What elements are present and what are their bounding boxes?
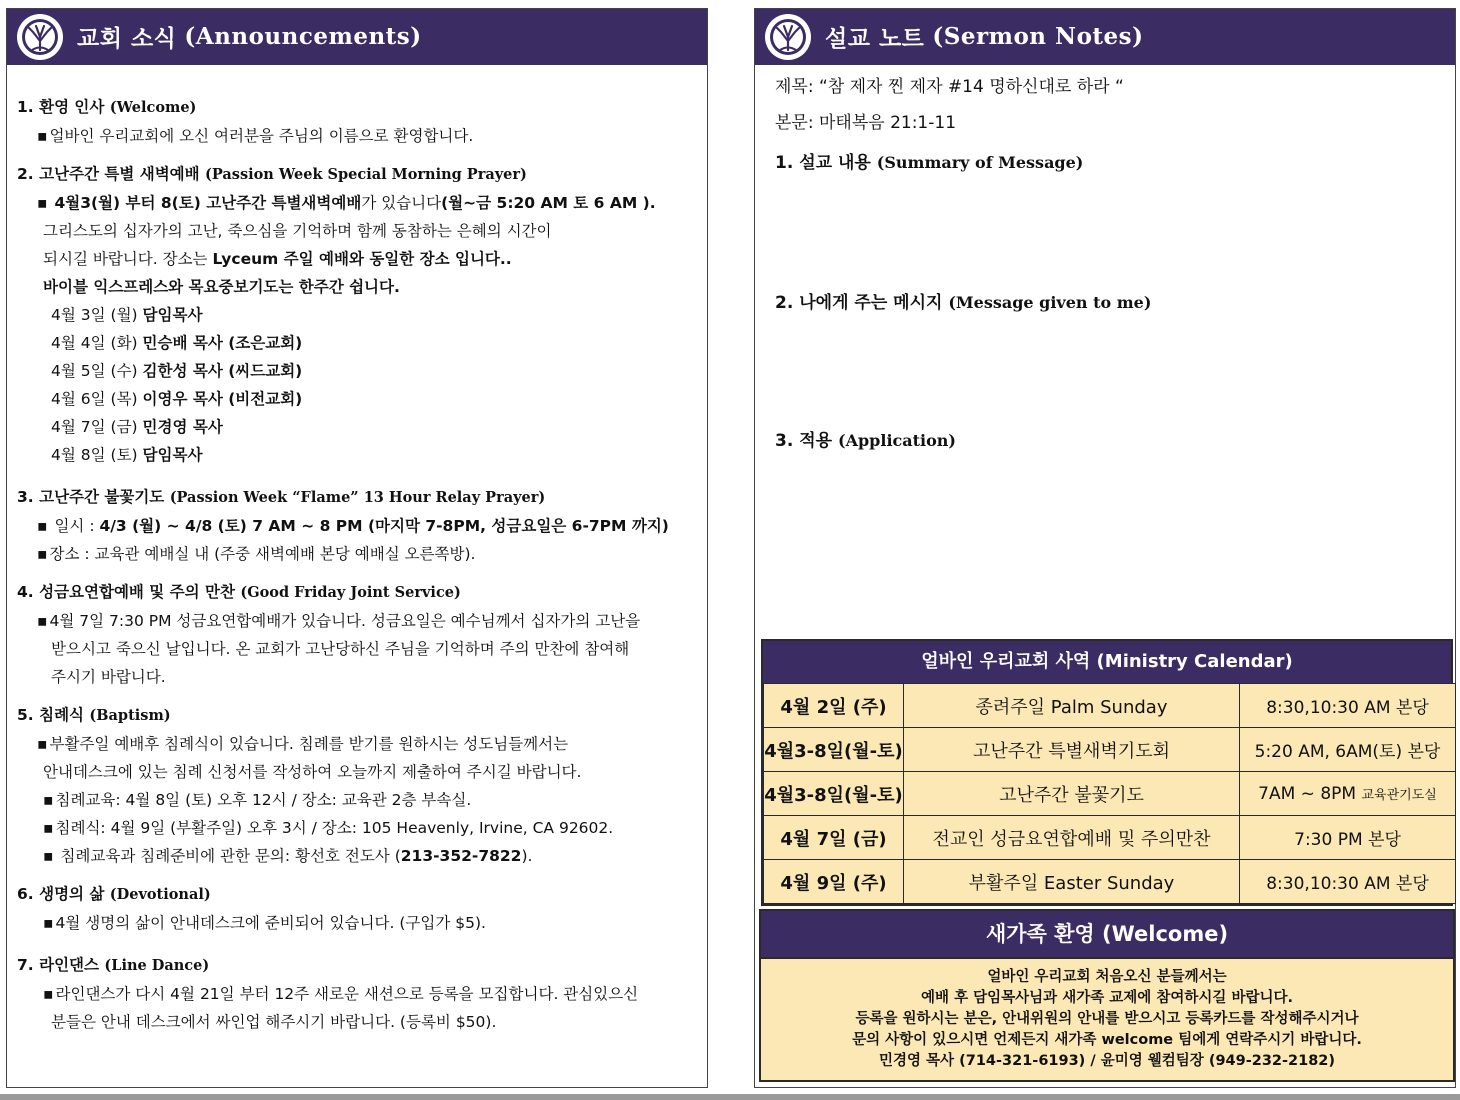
announcements-title-en: (Announcements) (184, 23, 422, 50)
good-friday-line-1: ▪ 4월 7일 7:30 PM 성금요연합예배가 있습니다. 성금요일은 예수님께서 십자가의 고난을 (17, 607, 697, 635)
church-tree-logo-icon (17, 14, 63, 60)
welcome-contact-line: 민경영 목사 (714-321-6193) / 윤미영 웰컴팀장 (949-232-2182) (878, 1053, 1336, 1069)
calendar-date: 4월3-8일(월-토) (764, 728, 904, 772)
good-friday-line-3: 주시기 바랍니다. (51, 668, 166, 686)
table-row (764, 728, 1456, 772)
calendar-date: 4월 9일 (주) (764, 860, 904, 904)
passion-morning-line-3: 되시길 바랍니다. 장소는 Lyceum 주일 예배와 동일한 장소 입니다.. (43, 250, 512, 268)
table-row (764, 816, 1456, 860)
baptism-contact: ▪ 침례교육과 침례준비에 관한 문의: 황선호 전도사 (213-352-7822). (17, 842, 697, 870)
calendar-date: 4월 2일 (주) (764, 684, 904, 728)
table-row (764, 860, 1456, 904)
bottom-edge (0, 1094, 1460, 1100)
calendar-event: 고난주간 특별새벽기도회 (904, 728, 1240, 772)
section-devotional-title: 6. 생명의 삶 (Devotional) (17, 885, 211, 903)
section-baptism-title: 5. 침례식 (Baptism) (17, 706, 171, 724)
schedule-row: 4월 6일 (목) 이영우 목사 (비전교회) (51, 390, 303, 408)
calendar-date: 4월 7일 (금) (764, 816, 904, 860)
calendar-time: 7AM ~ 8PM 교육관기도실 (1240, 772, 1456, 816)
devotional-line: ▪ 4월 생명의 삶이 안내데스크에 준비되어 있습니다. (구입가 $5). (17, 909, 697, 937)
baptism-line-2: 안내데스크에 있는 침례 신청서를 작성하여 오늘까지 제출하여 주시길 바랍니다. (43, 763, 582, 781)
flame-prayer-time: ▪ 일시 : 4/3 (월) ~ 4/8 (토) 7 AM ~ 8 PM (마지막 7-8PM, 성금요일은 6-7PM 까지) (17, 512, 697, 540)
church-tree-logo-icon (765, 14, 811, 60)
section-welcome-line: ▪ 얼바인 우리교회에 오신 여러분을 주님의 이름으로 환영합니다. (17, 122, 697, 150)
passion-morning-line-4: 바이블 익스프레스와 목요중보기도는 한주간 쉽니다. (43, 278, 400, 296)
calendar-event: 전교인 성금요연합예배 및 주의만찬 (904, 816, 1240, 860)
passion-morning-line-1: ▪ 4월3(월) 부터 8(토) 고난주간 특별새벽예배가 있습니다(월~금 5:20 AM 토 6 AM ). (17, 189, 697, 217)
sermon-title-en: (Sermon Notes) (932, 23, 1144, 50)
welcome-body (761, 957, 1453, 1080)
calendar-time: 7:30 PM 본당 (1240, 816, 1456, 860)
sermon-title-ko: 설교 노트 (825, 26, 925, 52)
schedule-row: 4월 8일 (토) 담임목사 (51, 446, 203, 464)
ministry-calendar-table (763, 683, 1456, 904)
ministry-calendar (761, 639, 1453, 906)
passion-morning-schedule (17, 301, 697, 469)
section-line-dance-title: 7. 라인댄스 (Line Dance) (17, 956, 210, 974)
sermon-title-line: 제목: “참 제자 찐 제자 #14 명하신대로 하라 “ (775, 77, 1124, 97)
baptism-line-1: ▪ 부활주일 예배후 침례식이 있습니다. 침례를 받기를 원하시는 성도님들께서는 (17, 730, 697, 758)
schedule-row: 4월 7일 (금) 민경영 목사 (51, 418, 223, 436)
calendar-event: 고난주간 불꽃기도 (904, 772, 1240, 816)
new-family-welcome (759, 909, 1455, 1082)
sermon-notes-header (755, 9, 1455, 65)
schedule-row: 4월 3일 (월) 담임목사 (51, 306, 203, 324)
sermon-message-heading: 2. 나에게 주는 메시지 (Message given to me) (775, 293, 1152, 313)
sermon-summary-heading: 1. 설교 내용 (Summary of Message) (775, 153, 1084, 173)
announcements-title-ko: 교회 소식 (77, 26, 177, 52)
announcements-header (7, 9, 707, 65)
calendar-event: 부활주일 Easter Sunday (904, 860, 1240, 904)
line-dance-line-1: ▪ 라인댄스가 다시 4월 21일 부터 12주 새로운 새션으로 등록을 모집합니다. 관심있으신 (17, 980, 697, 1008)
section-passion-morning-title: 2. 고난주간 특별 새벽예배 (Passion Week Special Morning Prayer) (17, 165, 527, 183)
passion-morning-line-2: 그리스도의 십자가의 고난, 죽으심을 기억하며 함께 동참하는 은혜의 시간이 (43, 222, 552, 240)
welcome-line: 문의 사항이 있으시면 언제든지 새가족 welcome 팀에게 연락주시기 바랍니다. (852, 1032, 1362, 1048)
calendar-time: 5:20 AM, 6AM(토) 본당 (1240, 728, 1456, 772)
good-friday-line-2: 받으시고 죽으신 날입니다. 온 교회가 고난당하신 주님을 기억하며 주의 만찬에 참여해 (51, 640, 630, 658)
schedule-row: 4월 5일 (수) 김한성 목사 (씨드교회) (51, 362, 303, 380)
section-good-friday-title: 4. 성금요연합예배 및 주의 만찬 (Good Friday Joint Service) (17, 583, 461, 601)
flame-prayer-place: ▪ 장소 : 교육관 예배실 내 (주중 새벽예배 본당 예배실 오른쪽방). (17, 540, 697, 568)
table-row (764, 772, 1456, 816)
sermon-application-heading: 3. 적용 (Application) (775, 431, 956, 451)
announcements-page (6, 8, 708, 1088)
baptism-ceremony: ▪ 침례식: 4월 9일 (부활주일) 오후 3시 / 장소: 105 Heavenly, Irvine, CA 92602. (17, 814, 697, 842)
line-dance-line-2: 분들은 안내 데스크에서 싸인업 해주시기 바랍니다. (등록비 $50). (51, 1013, 497, 1031)
welcome-title: 새가족 환영 (Welcome) (761, 911, 1453, 957)
welcome-line: 얼바인 우리교회 처음오신 분들께서는 (987, 969, 1227, 985)
schedule-row: 4월 4일 (화) 민승배 목사 (조은교회) (51, 334, 303, 352)
announcements-body (7, 65, 707, 1036)
calendar-time: 8:30,10:30 AM 본당 (1240, 860, 1456, 904)
sermon-notes-body (755, 69, 1455, 459)
section-welcome-title: 1. 환영 인사 (Welcome) (17, 98, 197, 116)
baptism-education: ▪ 침례교육: 4월 8일 (토) 오후 12시 / 장소: 교육관 2층 부속실. (17, 786, 697, 814)
section-flame-prayer-title: 3. 고난주간 불꽃기도 (Passion Week “Flame” 13 Hour Relay Prayer) (17, 488, 546, 506)
calendar-date: 4월3-8일(월-토) (764, 772, 904, 816)
welcome-line: 등록을 원하시는 분은, 안내위원의 안내를 받으시고 등록카드를 작성해주시거나 (855, 1011, 1359, 1027)
sermon-scripture-line: 본문: 마태복음 21:1-11 (775, 113, 957, 133)
calendar-event: 종려주일 Palm Sunday (904, 684, 1240, 728)
sermon-notes-page (754, 8, 1456, 1088)
table-row (764, 684, 1456, 728)
welcome-line: 예배 후 담임목사님과 새가족 교제에 참여하시길 바랍니다. (921, 990, 1293, 1006)
ministry-calendar-title: 얼바인 우리교회 사역 (Ministry Calendar) (763, 641, 1451, 683)
calendar-time: 8:30,10:30 AM 본당 (1240, 684, 1456, 728)
